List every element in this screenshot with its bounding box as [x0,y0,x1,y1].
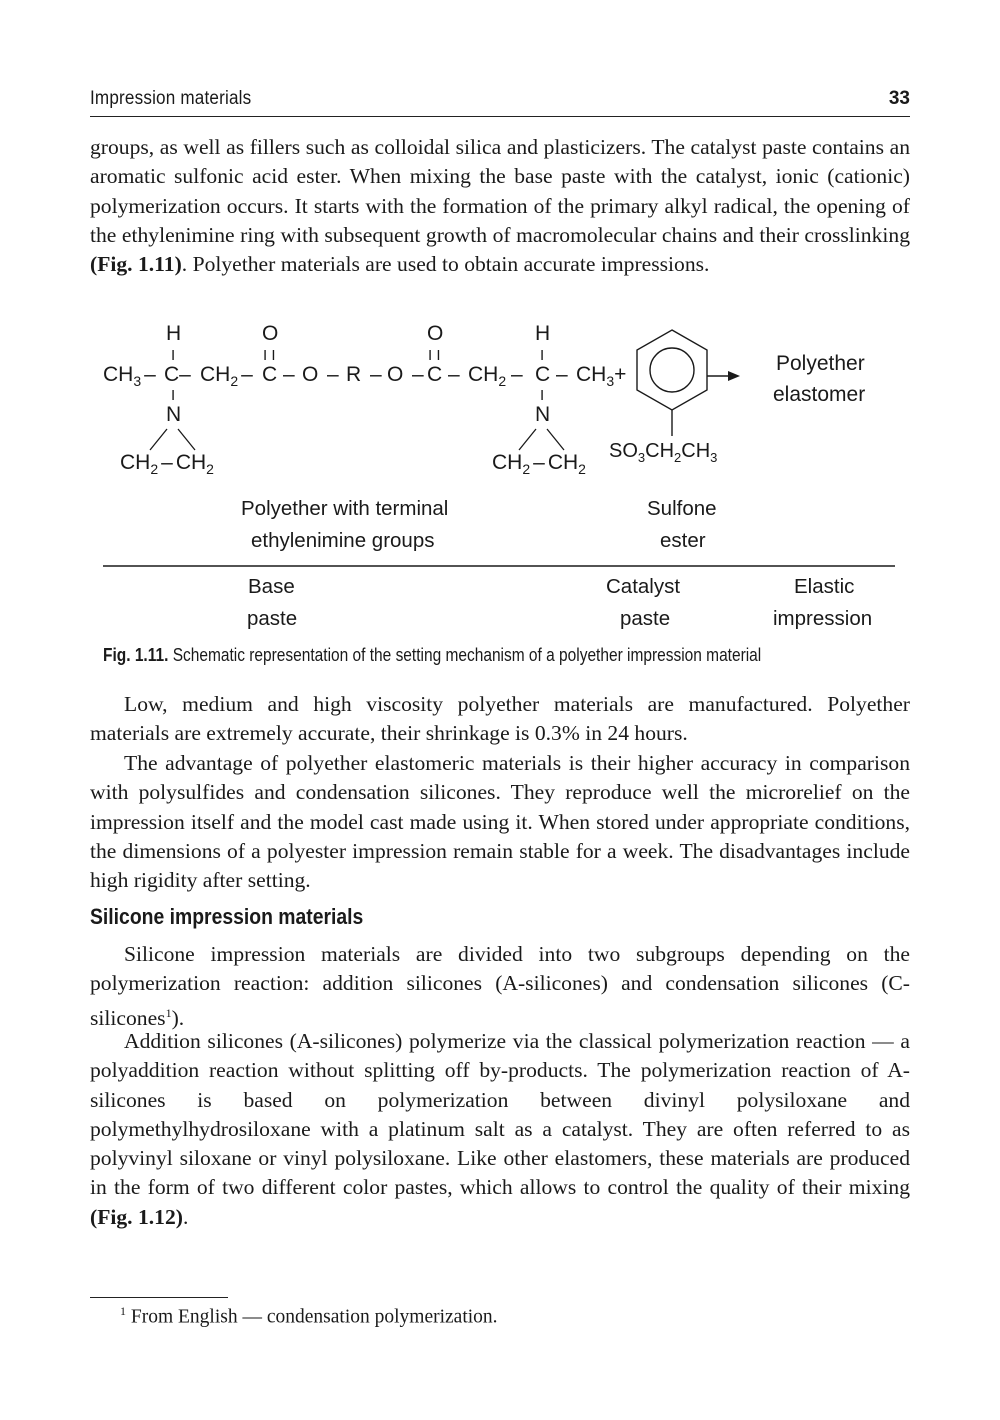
catalyst-description-line1: Sulfone [647,497,717,520]
formula-main-chain: $CH_3$ – C– $CH_2$ – C – O – R – O – C – $CH_2$ – C – $CH_3+$ [103,363,627,389]
formula-atom-n2: N [535,403,551,426]
formula-double-bond-2: I I [428,347,441,364]
aziridine-bond-right-2 [547,429,564,450]
footnote-mark: 1 [120,1304,126,1318]
paragraph-advantages: The advantage of polyether elastomeric materials is their higher accuracy in comparison with polysulfides and condensation silicones. They reproduce well the microrelief on the impression itself and the model cast made using it. When stored under appropriate conditions, the dimensions of a polyester impression remain stable for a week. The disadvantages include high rigidity after setting. [90,751,910,893]
aziridine-ring-1: $CH_2 - CH_2$ [120,451,214,477]
elastic-impression-label-line1: Elastic [794,575,855,598]
figure-caption-text: Schematic representation of the setting mechanism of a polyether impression material [168,645,762,665]
structural-formula [103,322,865,477]
paragraph-text: groups, as well as fillers such as colloidal silica and plasticizers. The catalyst paste contains an aromatic sulfonic acid ester. When mixing the base paste with the catalyst, ionic (cationic) polymerization occurs. It starts with the formation of the primary alkyl radical, the opening of the ethylenimine ring with subsequent growth of macromolecular chains and their crosslinking [90,135,910,247]
footnote-marker[interactable]: 1 [165,1005,172,1020]
paragraph-text: . [182,1204,189,1229]
footnote-text: From English — condensation polymerization. [130,1306,498,1328]
paragraph-viscosity: Low, medium and high viscosity polyether materials are manufactured. Polyether materials are extremely accurate, their shrinkage is 0.3% in 24 hours. [90,692,910,746]
formula-bond-2: I [540,347,545,364]
paragraph-text: . Polyether materials are used to obtain accurate impressions. [181,252,710,277]
footnote-rule [90,1297,228,1298]
paragraph-silicone-subgroups [90,940,910,1033]
aziridine-bond-left-1 [150,429,167,450]
formula-bond-1: I [171,347,176,364]
base-description-line2: ethylenimine groups [251,529,435,552]
paragraph-addition-silicones [90,1027,910,1232]
figure-reference-1-11[interactable]: (Fig. 1.11) [90,252,182,277]
elastic-impression-label-line2: impression [773,607,873,630]
product-label-line2: elastomer [773,383,866,406]
running-title: Impression materials [90,88,252,109]
aziridine-bond-right-1 [178,429,195,450]
aziridine-ring-2: $CH_2 - CH_2$ [492,451,586,477]
paragraph-text: Addition silicones (A-silicones) polymerize via the classical polymerization reaction — a polyaddition reaction without splitting off by-products. The polymerization reaction of A-silicones is based on polymerization between divinyl polysiloxane and polymethylhydrosiloxane with a platinum salt as a catalyst. They are often referred to as polyvinyl siloxane or vinyl polysiloxane. Like other elastomers, these materials are produced in the form of two different color pastes, which allows to control the quality of their mixing [90,1029,910,1200]
catalyst-paste-label-line2: paste [620,607,671,630]
formula-atom-o2: O [427,322,444,345]
section-heading: Silicone impression materials [90,904,364,929]
reaction-arrow-icon [707,371,740,381]
sulfonate-group: $SO_3CH_2CH_3$ [609,440,718,465]
base-paste-label-line1: Base [248,575,295,598]
formula-atom-n1: N [166,403,182,426]
benzene-ring-icon [637,330,707,436]
figure-setting-mechanism [90,318,910,643]
page-number: 33 [888,88,910,109]
formula-bond-4: I [540,387,545,404]
product-label-line1: Polyether [776,352,865,375]
running-header [90,86,910,117]
paragraph-text: ). [171,1005,185,1030]
formula-atom-o1: O [262,322,279,345]
footnote [120,1304,498,1329]
figure-caption-label: Fig. 1.11. [103,645,169,665]
base-paste-label-line2: paste [247,607,298,630]
catalyst-description-line2: ester [660,529,706,552]
figure-reference-1-12[interactable]: (Fig. 1.12) [90,1204,183,1229]
formula-double-bond-1: I I [263,347,276,364]
paragraph-polyether-intro [90,133,910,279]
base-description-line1: Polyether with terminal [241,497,449,520]
paragraph-text: Silicone impression materials are divided into two subgroups depending on the polymerization reaction: addition silicones (A-silicones) and condensation silicones (C-silicones [90,942,910,1030]
figure-caption [103,645,800,666]
formula-atom-h2: H [535,322,551,345]
formula-atom-h1: H [166,322,182,345]
catalyst-paste-label-line1: Catalyst [606,575,681,598]
formula-bond-3: I [171,387,176,404]
aziridine-bond-left-2 [519,429,536,450]
